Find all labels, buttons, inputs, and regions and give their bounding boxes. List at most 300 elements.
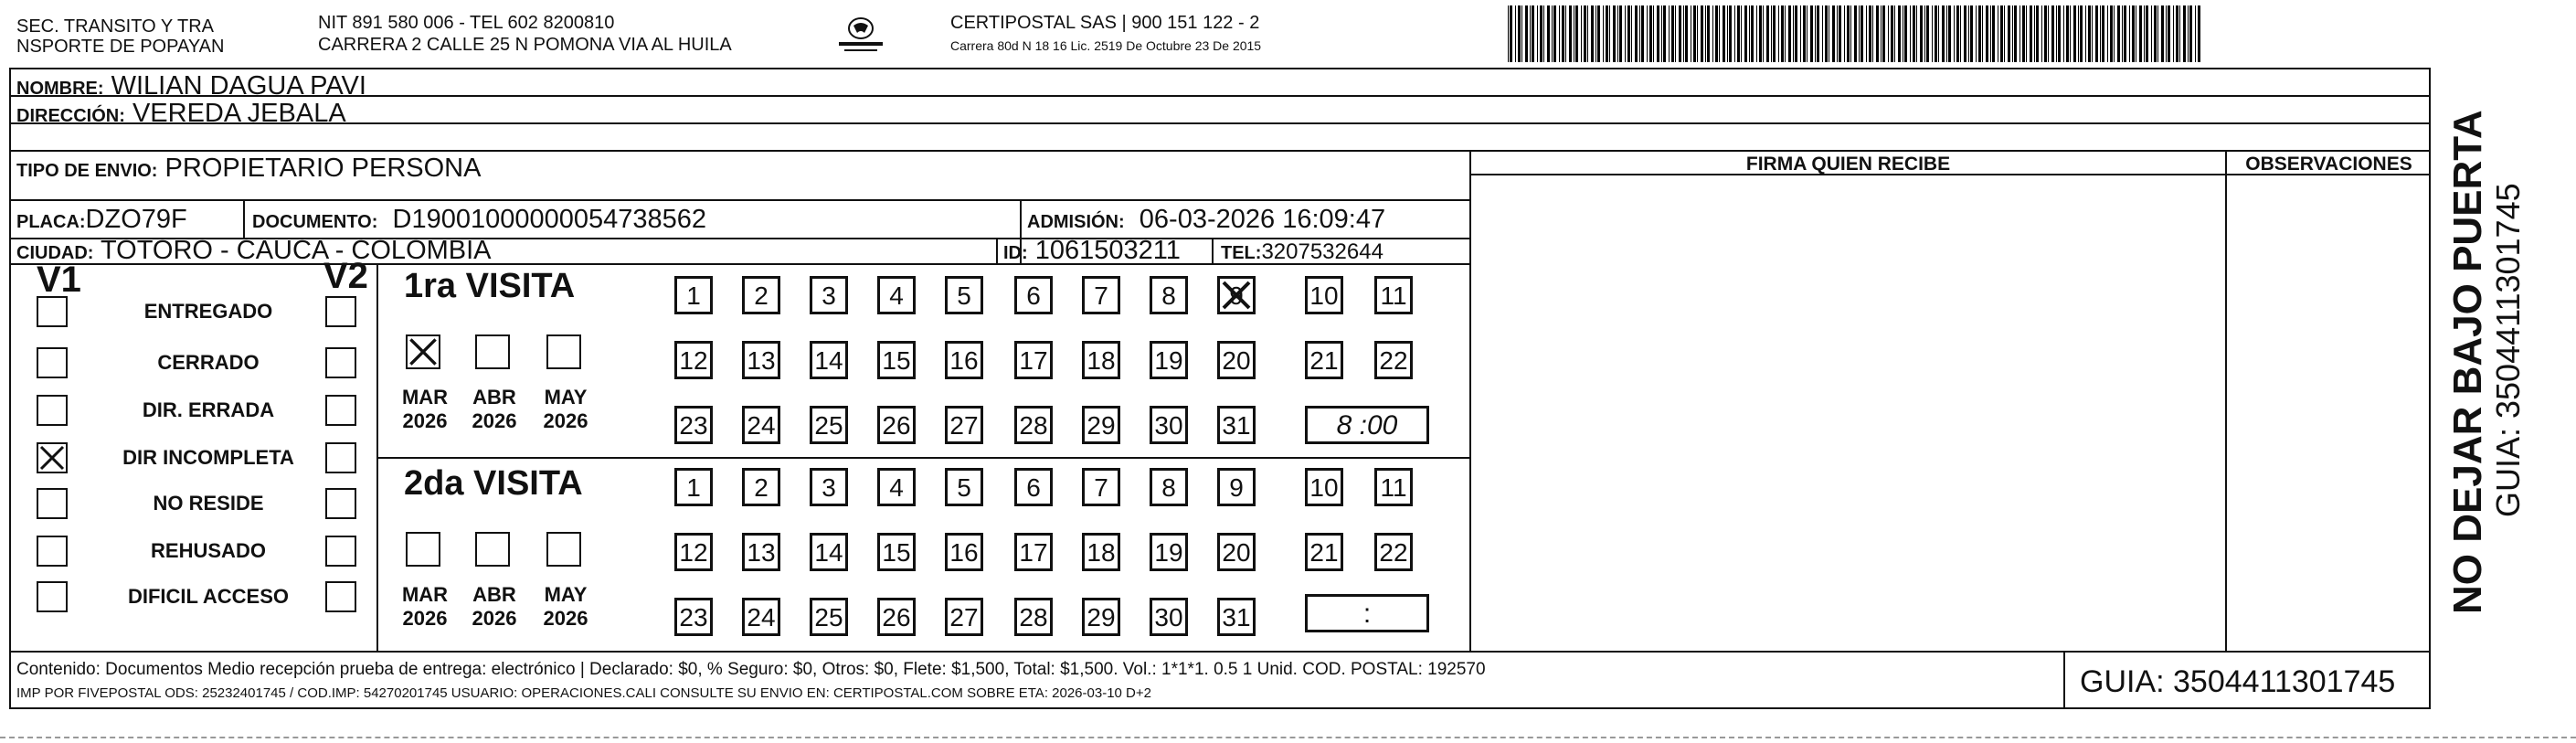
barcode-bar [1635, 5, 1638, 62]
first-visit-day-box[interactable] [1082, 276, 1120, 314]
first-visit-day-box[interactable] [1082, 341, 1120, 379]
v2-checkbox[interactable] [325, 395, 356, 426]
visit-reason-label: DIFICIL ACCESO [127, 585, 289, 608]
day-number: 24 [747, 603, 776, 632]
day-number: 10 [1309, 473, 1339, 502]
barcode-bar [1734, 5, 1735, 62]
day-number: 14 [814, 346, 843, 375]
sender-line-1: SEC. TRANSITO Y TRA [16, 16, 214, 37]
barcode-bar [1508, 5, 1509, 62]
tipo-envio-field [16, 154, 481, 186]
second-visit-day-box[interactable] [877, 468, 916, 506]
tel-field [1221, 238, 1383, 268]
first-visit-day-box[interactable] [1217, 276, 1256, 314]
day-number: 2 [754, 473, 769, 502]
barcode-bar [1844, 5, 1845, 62]
day-number: 13 [747, 538, 776, 567]
first-visit-day-box[interactable] [1305, 341, 1343, 379]
ciudad-field [16, 236, 492, 268]
placa-field [16, 205, 187, 237]
v1-checkbox[interactable] [37, 296, 68, 327]
day-number: 9 [1229, 473, 1244, 502]
barcode-bar [1685, 5, 1688, 62]
sender-line-2: NSPORTE DE POPAYAN [16, 37, 225, 57]
first-visit-day-box[interactable] [945, 406, 983, 444]
barcode-bar [1723, 5, 1725, 62]
first-visit-day-box[interactable] [945, 341, 983, 379]
day-number: 23 [679, 603, 708, 632]
barcode-bar [2004, 5, 2005, 62]
barcode-bar [2022, 5, 2025, 62]
month-name: MAR [401, 583, 449, 606]
barcode-bar [2095, 5, 2098, 62]
barcode-bar [2117, 5, 2120, 62]
day-number: 31 [1222, 603, 1251, 632]
day-number: 5 [957, 473, 971, 502]
certipostal-logo [833, 13, 888, 58]
second-visit-day-box[interactable] [877, 533, 916, 571]
barcode-bar [1581, 5, 1582, 62]
month-name: MAY [544, 583, 588, 606]
barcode-bar [2107, 5, 2108, 62]
first-visit-day-box[interactable] [674, 276, 713, 314]
barcode-bar [2100, 5, 2101, 62]
first-visit-day-box[interactable] [877, 406, 916, 444]
barcode-bar [1697, 5, 1698, 62]
day-number: 8 [1161, 473, 1176, 502]
barcode-bar [1954, 5, 1955, 62]
direccion-label: DIRECCIÓN: [16, 106, 125, 126]
day-number: 10 [1309, 281, 1339, 310]
admision-value: 06-03-2026 16:09:47 [1139, 205, 1386, 234]
second-visit-month-checkbox[interactable] [475, 532, 510, 567]
second-visit-day-box[interactable] [742, 598, 780, 636]
barcode-bar [1942, 5, 1945, 62]
second-visit-day-box[interactable] [1150, 598, 1188, 636]
barcode-bar [2154, 5, 2157, 62]
barcode-bar [2058, 5, 2061, 62]
barcode-bar [1932, 5, 1933, 62]
day-number: 21 [1309, 538, 1339, 567]
barcode-bar [1970, 5, 1973, 62]
second-visit-day-box[interactable] [810, 598, 848, 636]
barcode-bar [1584, 5, 1586, 62]
barcode-bar [2026, 5, 2027, 62]
day-number: 26 [882, 411, 911, 440]
second-visit-day-box[interactable] [1374, 533, 1413, 571]
barcode-bar [1631, 5, 1632, 62]
barcode-bar [2070, 5, 2071, 62]
barcode-bar [1530, 5, 1531, 62]
v1-checkbox[interactable] [37, 347, 68, 378]
barcode-bar [2088, 5, 2091, 62]
second-visit-day-box[interactable] [1217, 598, 1256, 636]
day-number: 28 [1019, 411, 1048, 440]
barcode-bar [1992, 5, 1995, 62]
barcode-bar [1795, 5, 1797, 62]
barcode-bar [2166, 5, 2167, 62]
company-line-2: Carrera 80d N 18 16 Lic. 2519 De Octubre 23 De 2015 [950, 38, 1262, 53]
second-visit-day-box[interactable] [1150, 533, 1188, 571]
barcode-bar [2195, 5, 2196, 62]
v2-checkbox[interactable] [325, 442, 356, 473]
barcode-bar [1822, 5, 1823, 62]
barcode-bar [1866, 5, 1867, 62]
barcode-bar [2102, 5, 2104, 62]
first-visit-day-box[interactable] [810, 341, 848, 379]
first-visit-day-box[interactable] [1217, 341, 1256, 379]
second-visit-month-label [534, 583, 598, 631]
barcode-bar [2161, 5, 2164, 62]
barcode-bar [1737, 5, 1740, 62]
direccion-field [16, 99, 346, 131]
day-number: 27 [949, 411, 979, 440]
barcode-bar [2110, 5, 2113, 62]
first-visit-month-checkbox[interactable] [475, 334, 510, 369]
month-year: 2026 [402, 409, 448, 432]
barcode-bar [2129, 5, 2130, 62]
first-visit-day-box[interactable] [742, 341, 780, 379]
second-visit-day-box[interactable] [877, 598, 916, 636]
barcode-bar [1898, 5, 1901, 62]
second-visit-day-box[interactable] [1305, 468, 1343, 506]
v2-checkbox[interactable] [325, 488, 356, 519]
barcode-bar [2019, 5, 2020, 62]
barcode-bar [2168, 5, 2170, 62]
first-visit-time: 8 :00 [1305, 406, 1429, 444]
day-number: 31 [1222, 411, 1251, 440]
barcode-bar [2030, 5, 2032, 62]
barcode-bar [1990, 5, 1991, 62]
barcode-bar [1744, 5, 1747, 62]
barcode-bar [2012, 5, 2013, 62]
first-visit-day-box[interactable] [945, 276, 983, 314]
barcode-bar [2198, 5, 2200, 62]
day-number: 8 [1161, 281, 1176, 310]
company-line-1: CERTIPOSTAL SAS | 900 151 122 - 2 [950, 13, 1260, 33]
barcode-bar [1657, 5, 1659, 62]
imp-text: IMP POR FIVEPOSTAL ODS: 25232401745 / COD.IMP: 54270201745 USUARIO: OPERACIONES.CALI CONSULTE SU ENVIO EN: CERTIPOSTAL.COM SOBRE ETA: 2026-03-10 D+2 [16, 685, 1151, 701]
first-visit-day-box[interactable] [674, 406, 713, 444]
barcode-bar [1669, 5, 1670, 62]
month-year: 2026 [472, 409, 517, 432]
v1-checkbox[interactable] [37, 536, 68, 567]
barcode-bar [1920, 5, 1923, 62]
barcode-bar [1587, 5, 1588, 62]
admision-field [1027, 205, 1385, 237]
v1-checkbox[interactable] [37, 442, 68, 473]
barcode-bar [1552, 5, 1553, 62]
second-visit-day-box[interactable] [1014, 598, 1053, 636]
barcode [1508, 5, 2202, 62]
barcode-bar [1854, 5, 1857, 62]
guia-number: GUIA: 3504411301745 [2080, 664, 2396, 699]
second-visit-day-box[interactable] [1374, 468, 1413, 506]
month-year: 2026 [472, 607, 517, 630]
barcode-bar [2048, 5, 2049, 62]
barcode-bar [1756, 5, 1757, 62]
barcode-bar [1793, 5, 1794, 62]
id-label: ID: [1003, 243, 1028, 263]
barcode-bar [1781, 5, 1784, 62]
first-visit-day-box[interactable] [1014, 276, 1053, 314]
first-visit-day-box[interactable] [1150, 276, 1188, 314]
v2-header: V2 [323, 256, 368, 296]
side-guia: GUIA: 3504411301745 [2489, 183, 2527, 517]
barcode-bar [1904, 5, 1907, 62]
barcode-bar [1847, 5, 1850, 62]
barcode-bar [1671, 5, 1674, 62]
first-visit-day-box[interactable] [674, 341, 713, 379]
v1-checkbox[interactable] [37, 488, 68, 519]
v1-checkbox[interactable] [37, 395, 68, 426]
barcode-bar [1559, 5, 1560, 62]
documento-field [252, 205, 706, 237]
first-visit-day-box[interactable] [810, 276, 848, 314]
barcode-bar [1825, 5, 1828, 62]
day-number: 29 [1087, 603, 1116, 632]
nombre-value: WILIAN DAGUA PAVI [111, 71, 366, 101]
id-field [1003, 236, 1181, 268]
second-visit-day-box[interactable] [945, 468, 983, 506]
day-number: 16 [949, 346, 979, 375]
barcode-bar [1803, 5, 1806, 62]
second-visit-day-box[interactable] [945, 533, 983, 571]
first-visit-day-box[interactable] [742, 276, 780, 314]
first-visit-month-checkbox[interactable] [546, 334, 581, 369]
barcode-bar [2151, 5, 2152, 62]
second-visit-day-box[interactable] [742, 533, 780, 571]
first-visit-day-box[interactable] [1217, 406, 1256, 444]
second-visit-month-checkbox[interactable] [546, 532, 581, 567]
barcode-bar [2073, 5, 2076, 62]
v1-header: V1 [37, 260, 81, 300]
barcode-bar [1763, 5, 1764, 62]
visit-reason-label: NO RESIDE [153, 492, 264, 515]
firma-header: FIRMA QUIEN RECIBE [1745, 154, 1951, 175]
first-visit-day-box[interactable] [1014, 341, 1053, 379]
day-number: 4 [889, 473, 904, 502]
day-number: 17 [1019, 538, 1048, 567]
ciudad-label: CIUDAD: [16, 243, 94, 263]
barcode-bar [1543, 5, 1544, 62]
observaciones-header: OBSERVACIONES [2245, 154, 2412, 175]
barcode-bar [2173, 5, 2174, 62]
second-visit-day-box[interactable] [1082, 468, 1120, 506]
v1-checkbox[interactable] [37, 581, 68, 612]
no-dejar-warning: NO DEJAR BAJO PUERTA [2445, 110, 2490, 614]
first-visit-day-box[interactable] [1150, 406, 1188, 444]
barcode-bar [1976, 5, 1977, 62]
barcode-bar [1916, 5, 1917, 62]
visit-reason-label: CERRADO [157, 351, 260, 374]
first-visit-day-box[interactable] [742, 406, 780, 444]
barcode-bar [1926, 5, 1929, 62]
day-number: 20 [1222, 346, 1251, 375]
first-visit-day-box[interactable] [1305, 276, 1343, 314]
barcode-bar [1510, 5, 1512, 62]
visit-reason-label: DIR. ERRADA [142, 398, 275, 421]
barcode-bar [1712, 5, 1713, 62]
day-number: 22 [1379, 538, 1408, 567]
barcode-bar [1565, 5, 1566, 62]
day-number: 12 [679, 346, 708, 375]
second-visit-day-box[interactable] [945, 598, 983, 636]
tel-value: 3207532644 [1261, 239, 1383, 264]
barcode-bar [1518, 5, 1521, 62]
barcode-bar [2092, 5, 2093, 62]
barcode-bar [1882, 5, 1885, 62]
first-visit-month-label [462, 386, 526, 433]
day-number: 20 [1222, 538, 1251, 567]
month-year: 2026 [543, 607, 588, 630]
day-number: 23 [679, 411, 708, 440]
day-number: 5 [957, 281, 971, 310]
barcode-bar [1540, 5, 1542, 62]
id-value: 1061503211 [1034, 236, 1181, 265]
day-number: 12 [679, 538, 708, 567]
month-name: ABR [472, 583, 516, 606]
day-number: 15 [882, 538, 911, 567]
first-visit-day-box[interactable] [877, 341, 916, 379]
barcode-bar [1627, 5, 1630, 62]
barcode-bar [1537, 5, 1538, 62]
barcode-bar [1872, 5, 1873, 62]
day-number: 4 [889, 281, 904, 310]
second-visit-day-box[interactable] [1014, 468, 1053, 506]
barcode-bar [1719, 5, 1720, 62]
first-visit-day-box[interactable] [1374, 341, 1413, 379]
day-number: 19 [1154, 538, 1183, 567]
barcode-bar [1817, 5, 1819, 62]
barcode-bar [2146, 5, 2148, 62]
first-visit-day-box[interactable] [877, 276, 916, 314]
v2-checkbox[interactable] [325, 536, 356, 567]
day-number: 7 [1094, 281, 1108, 310]
barcode-bar [1850, 5, 1851, 62]
barcode-bar [1888, 5, 1889, 62]
v2-checkbox[interactable] [325, 347, 356, 378]
barcode-bar [2139, 5, 2142, 62]
second-visit-day-box[interactable] [674, 598, 713, 636]
barcode-bar [2063, 5, 2064, 62]
barcode-bar [2008, 5, 2010, 62]
day-number: 24 [747, 411, 776, 440]
day-number: 1 [686, 473, 701, 502]
barcode-bar [2189, 5, 2192, 62]
second-visit-day-box[interactable] [1082, 598, 1120, 636]
barcode-bar [1860, 5, 1863, 62]
first-visit-month-checkbox[interactable] [406, 334, 440, 369]
placa-value: DZO79F [85, 205, 187, 234]
barcode-bar [1751, 5, 1754, 62]
barcode-bar [1982, 5, 1983, 62]
barcode-bar [1938, 5, 1939, 62]
second-visit-day-box[interactable] [1150, 468, 1188, 506]
barcode-bar [1960, 5, 1961, 62]
nombre-label: NOMBRE: [16, 79, 104, 99]
second-visit-month-label [462, 583, 526, 631]
visit-reason-label: ENTREGADO [143, 300, 273, 323]
second-visit-day-box[interactable] [674, 533, 713, 571]
visit-reason-label: REHUSADO [151, 539, 266, 562]
tipo-envio-value: PROPIETARIO PERSONA [164, 154, 482, 183]
first-visit-day-box[interactable] [1082, 406, 1120, 444]
second-visit-day-box[interactable] [1217, 533, 1256, 571]
day-number: 29 [1087, 411, 1116, 440]
barcode-bar [1978, 5, 1981, 62]
barcode-bar [1641, 5, 1644, 62]
second-visit-day-box[interactable] [674, 468, 713, 506]
barcode-bar [1575, 5, 1578, 62]
barcode-bar [1771, 5, 1772, 62]
barcode-bar [1609, 5, 1610, 62]
barcode-bar [1778, 5, 1779, 62]
barcode-bar [1562, 5, 1564, 62]
first-visit-day-box[interactable] [810, 406, 848, 444]
v2-checkbox[interactable] [325, 296, 356, 327]
day-number: 2 [754, 281, 769, 310]
month-name: ABR [472, 386, 516, 409]
second-visit-day-box[interactable] [810, 533, 848, 571]
placa-label: PLACA: [16, 212, 86, 232]
barcode-bar [1773, 5, 1776, 62]
first-visit-day-box[interactable] [1374, 276, 1413, 314]
barcode-bar [2132, 5, 2135, 62]
documento-label: DOCUMENTO: [252, 212, 378, 232]
barcode-bar [1935, 5, 1937, 62]
barcode-bar [1832, 5, 1835, 62]
barcode-bar [1553, 5, 1556, 62]
barcode-bar [2085, 5, 2086, 62]
second-visit-month-checkbox[interactable] [406, 532, 440, 567]
barcode-bar [1766, 5, 1769, 62]
first-visit-month-label [393, 386, 457, 433]
barcode-bar [1788, 5, 1791, 62]
barcode-bar [1597, 5, 1600, 62]
day-number: 19 [1154, 346, 1183, 375]
second-visit-month-label [393, 583, 457, 631]
second-visit-day-box[interactable] [1217, 468, 1256, 506]
second-visit-day-box[interactable] [742, 468, 780, 506]
day-number: 7 [1094, 473, 1108, 502]
day-number: 17 [1019, 346, 1048, 375]
barcode-bar [1606, 5, 1608, 62]
documento-value: D19001000000054738562 [392, 205, 707, 234]
barcode-bar [1613, 5, 1616, 62]
day-number: 25 [814, 411, 843, 440]
barcode-bar [2179, 5, 2180, 62]
second-visit-day-box[interactable] [1082, 533, 1120, 571]
second-visit-day-box[interactable] [810, 468, 848, 506]
second-visit-day-box[interactable] [1014, 533, 1053, 571]
barcode-bar [1727, 5, 1728, 62]
barcode-bar [1891, 5, 1893, 62]
barcode-bar [1532, 5, 1534, 62]
barcode-bar [1663, 5, 1666, 62]
first-visit-day-box[interactable] [1150, 341, 1188, 379]
barcode-bar [1986, 5, 1988, 62]
barcode-bar [1707, 5, 1710, 62]
second-visit-day-box[interactable] [1305, 533, 1343, 571]
v2-checkbox[interactable] [325, 581, 356, 612]
barcode-bar [2124, 5, 2126, 62]
day-number: 6 [1026, 473, 1041, 502]
barcode-bar [1595, 5, 1596, 62]
month-year: 2026 [402, 607, 448, 630]
first-visit-day-box[interactable] [1014, 406, 1053, 444]
cut-line [0, 737, 2576, 738]
